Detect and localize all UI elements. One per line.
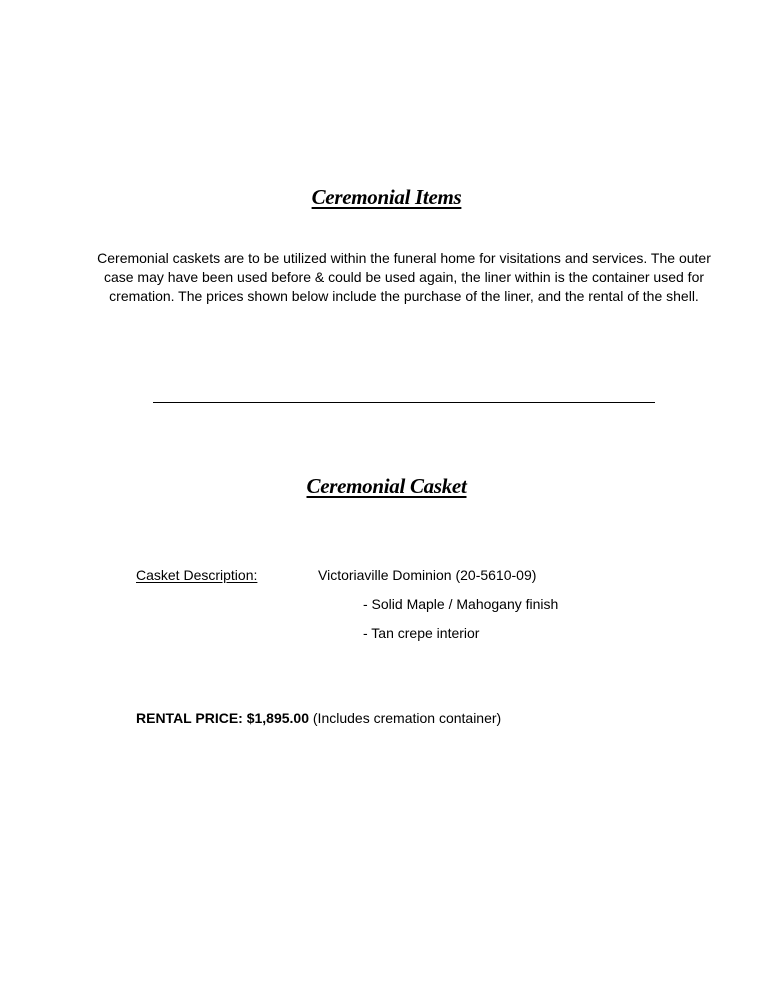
rental-price-line — [136, 710, 501, 726]
casket-description-label: Casket Description: — [136, 567, 258, 583]
casket-detail-finish: - Solid Maple / Mahogany finish — [363, 596, 559, 612]
rental-price-note: (Includes cremation container) — [309, 710, 502, 726]
horizontal-divider — [153, 402, 655, 403]
rental-price-label: RENTAL PRICE: $1,895.00 — [136, 710, 309, 726]
section-title-ceremonial-casket: Ceremonial Casket — [306, 474, 467, 498]
intro-paragraph: Ceremonial caskets are to be utilized within the funeral home for visitations and services. The outer case may have been used before & could be used again, the liner within is the container used for cremation. The prices shown below include the purchase of the liner, and the rental of the shell. — [97, 250, 711, 304]
casket-detail-interior: - Tan crepe interior — [363, 625, 480, 641]
section-title-ceremonial-items: Ceremonial Items — [311, 185, 462, 209]
casket-description-value: Victoriaville Dominion (20-5610-09) — [318, 567, 537, 583]
